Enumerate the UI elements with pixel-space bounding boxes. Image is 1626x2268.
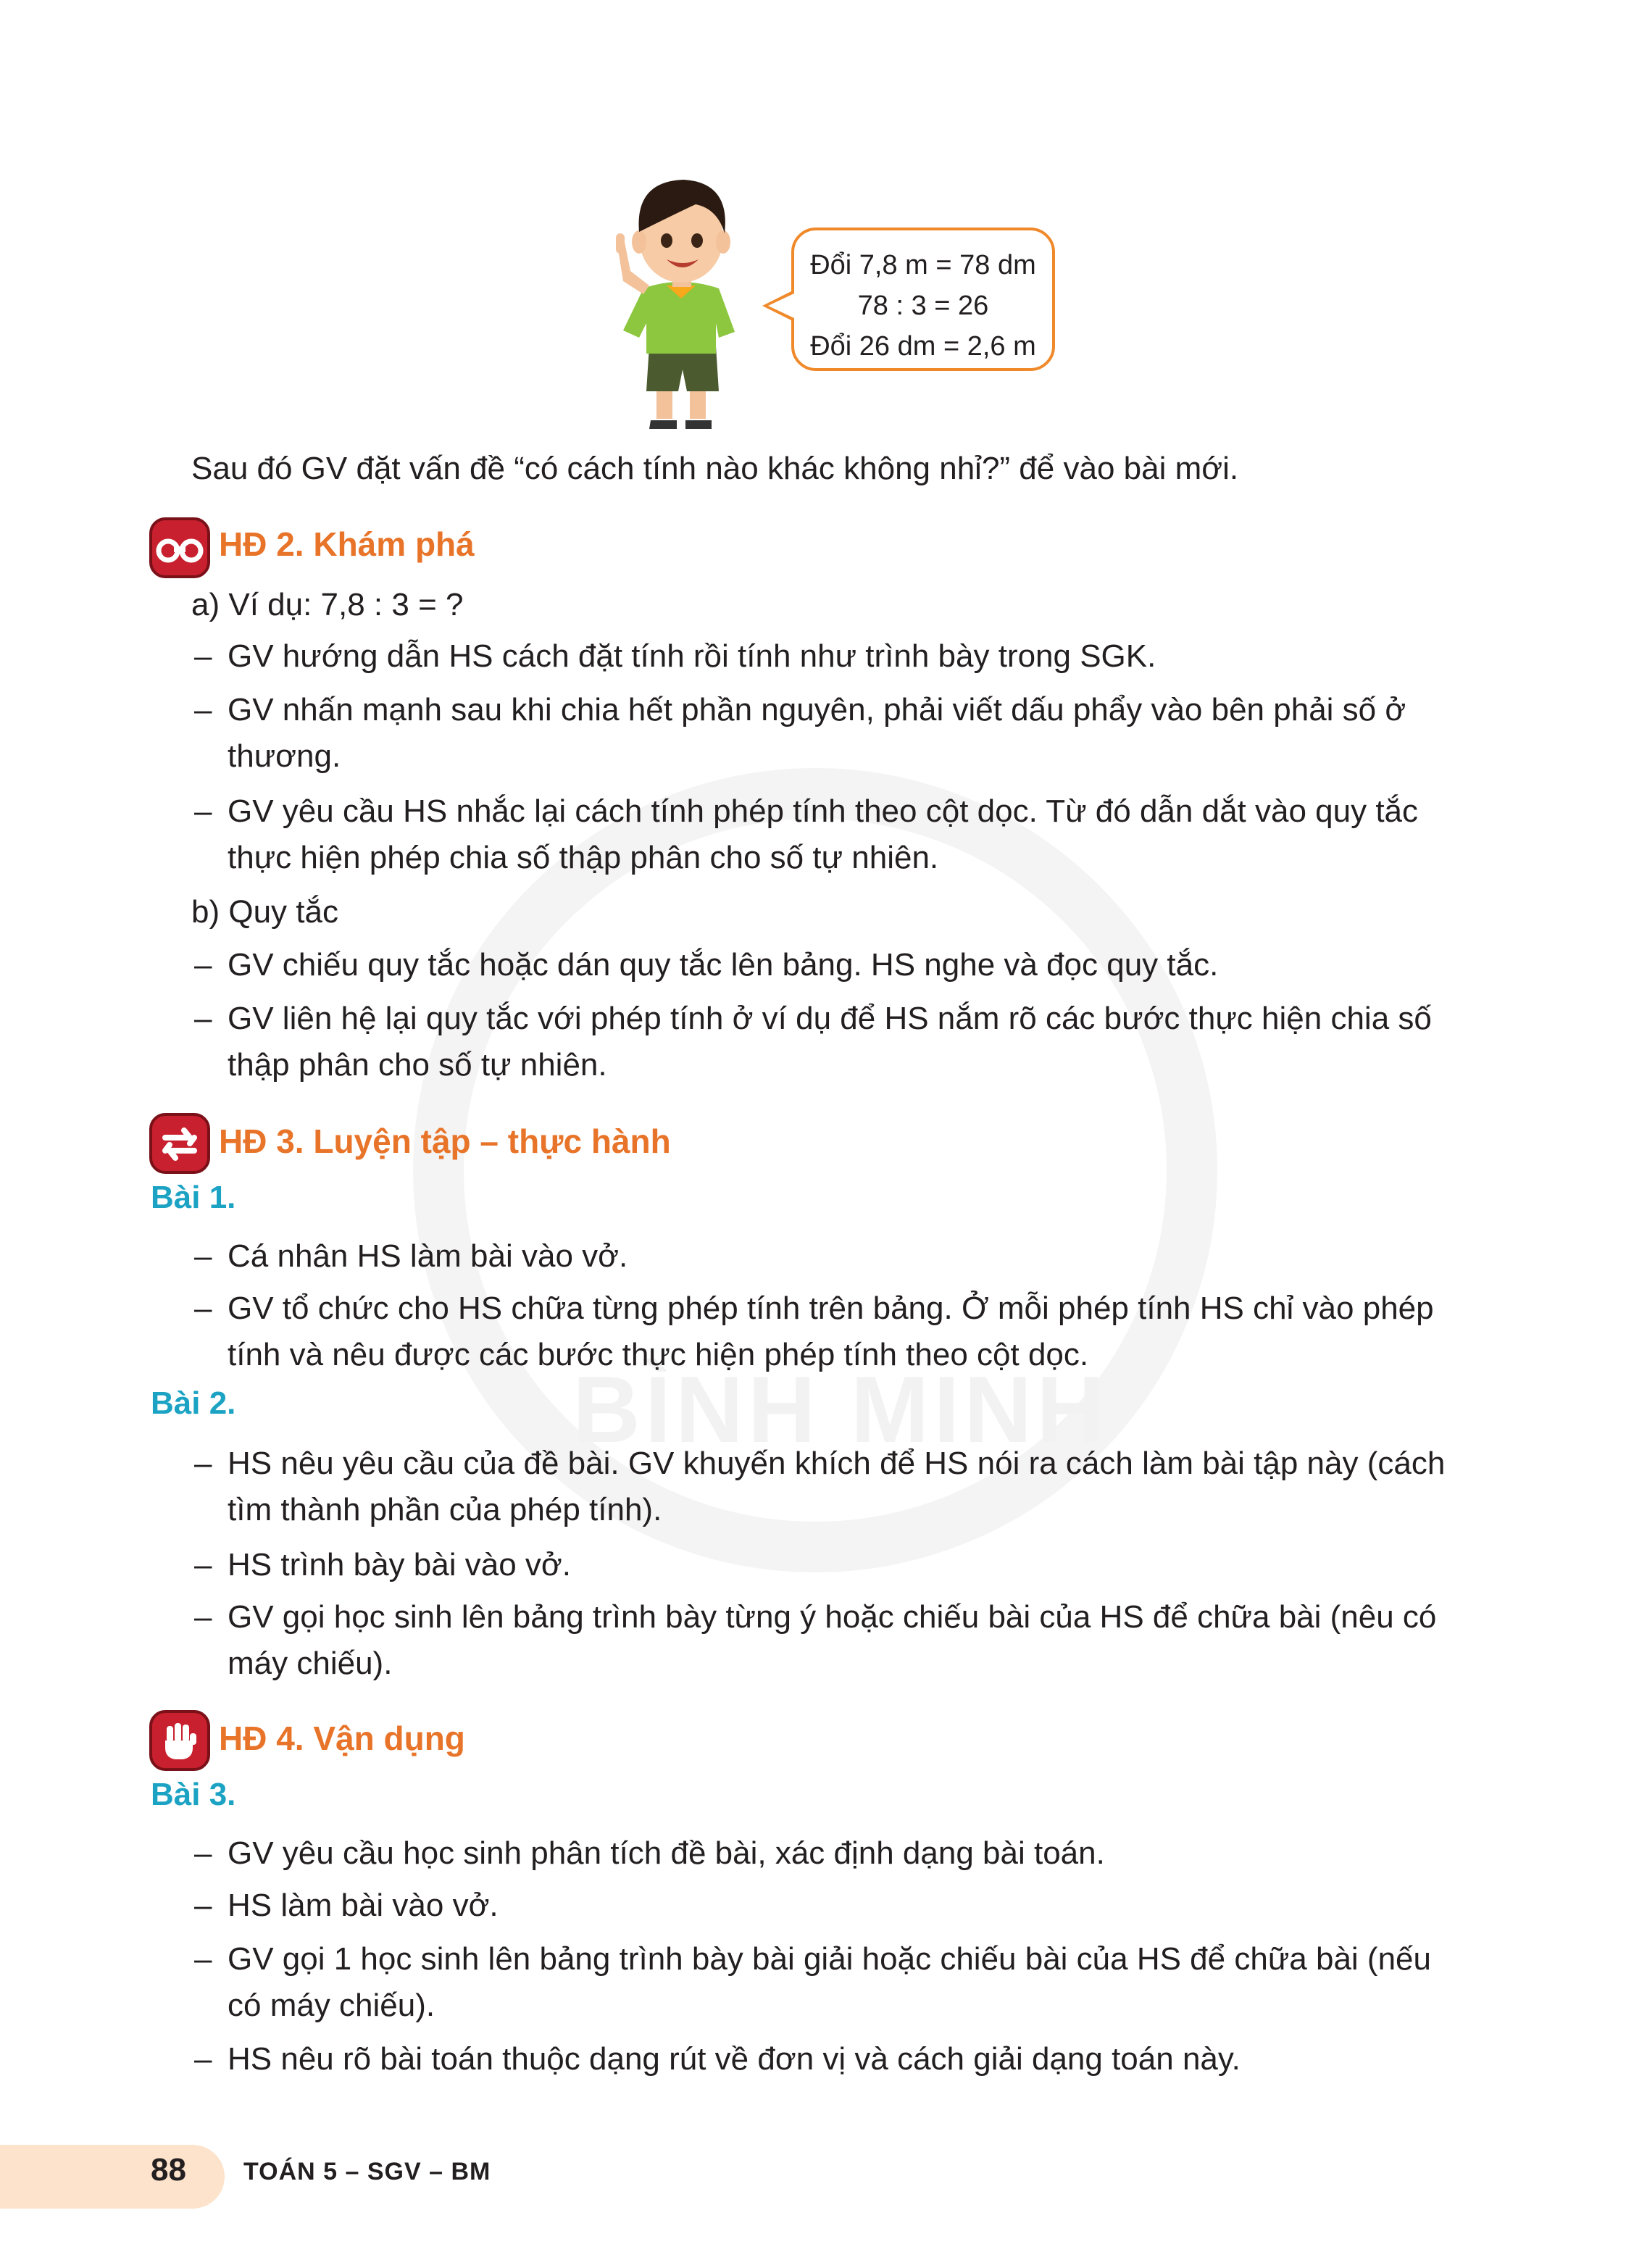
bullet-dash: – [194, 1446, 212, 1481]
item-text-cont: thập phân cho số tự nhiên. [228, 1047, 607, 1083]
boy-illustration [606, 165, 758, 433]
item-text: GV hướng dẫn HS cách đặt tính rồi tính như trình bày trong SGK. [228, 638, 1156, 674]
footer-band [0, 2145, 225, 2209]
item-text-cont: thương. [228, 738, 341, 774]
item-text: HS làm bài vào vở. [228, 1888, 499, 1923]
practice-arrows-icon [149, 1113, 210, 1174]
bullet-dash: – [194, 1599, 212, 1635]
binoculars-icon [149, 517, 210, 578]
page-number: 88 [151, 2152, 186, 2188]
item-text: HS nêu rõ bài toán thuộc dạng rút về đơn vị và cách giải dạng toán này. [228, 2041, 1241, 2077]
item-text: GV gọi học sinh lên bảng trình bày từng ý hoặc chiếu bài của HS để chữa bài (nêu có [228, 1599, 1437, 1635]
bai2-label: Bài 2. [151, 1385, 236, 1421]
item-text-cont: máy chiếu). [228, 1646, 393, 1681]
hd2-b-label: b) Quy tắc [191, 894, 338, 930]
item-text: GV nhấn mạnh sau khi chia hết phần nguyên, phải viết dấu phẩy vào bên phải số ở [228, 692, 1406, 727]
bullet-dash: – [194, 1001, 212, 1036]
hd4-title: HĐ 4. Vận dụng [219, 1719, 465, 1757]
item-text: GV chiếu quy tắc hoặc dán quy tắc lên bảng. HS nghe và đọc quy tắc. [228, 947, 1219, 983]
bullet-dash: – [194, 1291, 212, 1326]
intro-paragraph: Sau đó GV đặt vấn đề “có cách tính nào khác không nhỉ?” để vào bài mới. [191, 451, 1239, 486]
item-text-cont: có máy chiếu). [228, 1988, 435, 2023]
item-text: HS trình bày bài vào vở. [228, 1547, 571, 1583]
item-text: GV gọi 1 học sinh lên bảng trình bày bài giải hoặc chiếu bài của HS để chữa bài (nếu [228, 1941, 1431, 1977]
watermark-text: BÌNH MINH [572, 1356, 1109, 1462]
bullet-dash: – [194, 1547, 212, 1583]
item-text: Cá nhân HS làm bài vào vở. [228, 1238, 628, 1274]
item-text-cont: tính và nêu được các bước thực hiện phép tính theo cột dọc. [228, 1337, 1089, 1372]
item-text: GV tổ chức cho HS chữa từng phép tính trên bảng. Ở mỗi phép tính HS chỉ vào phép [228, 1291, 1434, 1326]
bai1-label: Bài 1. [151, 1180, 236, 1215]
item-text: HS nêu yêu cầu của đề bài. GV khuyến khích để HS nói ra cách làm bài tập này (cách [228, 1446, 1446, 1481]
footer-book-title: TOÁN 5 – SGV – BM [243, 2158, 491, 2185]
item-text-cont: tìm thành phần của phép tính). [228, 1492, 662, 1527]
bai3-label: Bài 3. [151, 1777, 236, 1812]
bullet-dash: – [194, 1888, 212, 1923]
bullet-dash: – [194, 1238, 212, 1274]
bullet-dash: – [194, 1835, 212, 1871]
item-text: GV yêu cầu học sinh phân tích đề bài, xác định dạng bài toán. [228, 1835, 1105, 1871]
hd3-title: HĐ 3. Luyện tập – thực hành [219, 1122, 671, 1160]
bullet-dash: – [194, 692, 212, 727]
bubble-line-3: Đổi 26 dm = 2,6 m [810, 331, 1036, 362]
item-text-cont: thực hiện phép chia số thập phân cho số tự nhiên. [228, 840, 939, 875]
bubble-tail-inner [768, 293, 794, 318]
hd2-a-label: a) Ví dụ: 7,8 : 3 = ? [191, 587, 464, 622]
bubble-line-1: Đổi 7,8 m = 78 dm [810, 250, 1036, 280]
hd2-title: HĐ 2. Khám phá [219, 525, 475, 563]
raised-fist-icon [149, 1710, 210, 1771]
bubble-line-2: 78 : 3 = 26 [857, 291, 989, 321]
bullet-dash: – [194, 2041, 212, 2077]
bullet-dash: – [194, 1941, 212, 1977]
item-text: GV liên hệ lại quy tắc với phép tính ở ví dụ để HS nắm rõ các bước thực hiện chia số [228, 1001, 1432, 1036]
bullet-dash: – [194, 638, 212, 674]
item-text: GV yêu cầu HS nhắc lại cách tính phép tính theo cột dọc. Từ đó dẫn dắt vào quy tắc [228, 793, 1419, 829]
bullet-dash: – [194, 793, 212, 829]
speech-bubble [791, 228, 1055, 371]
bullet-dash: – [194, 947, 212, 983]
